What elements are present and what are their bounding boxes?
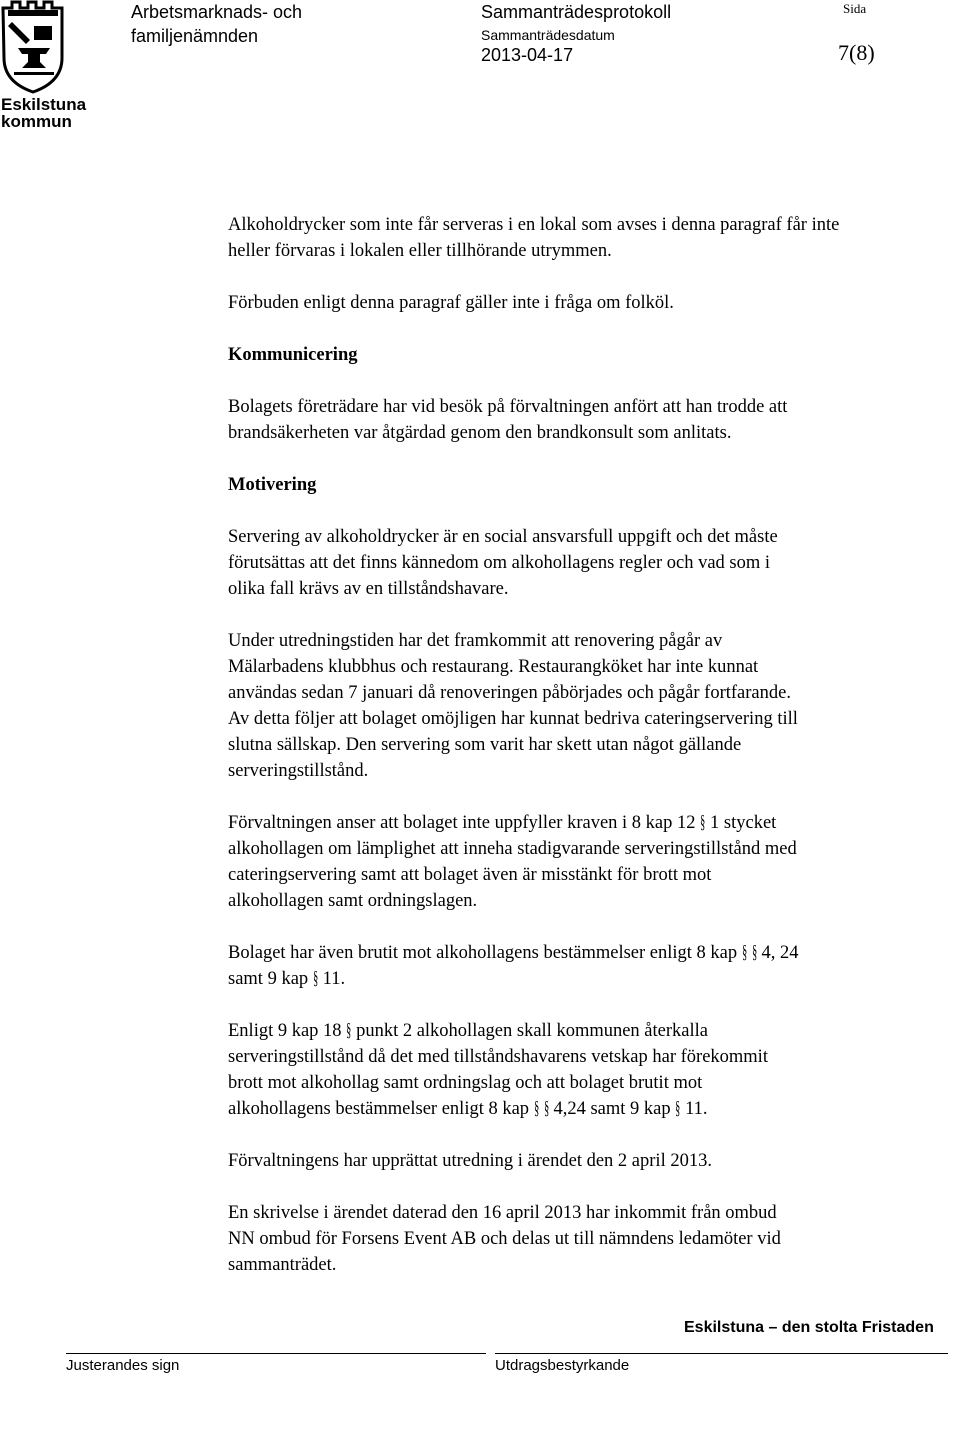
document-body: [228, 212, 958, 1278]
date-label: Sammanträdesdatum: [481, 27, 615, 43]
body-line: heller förvaras i lokalen eller tillhörande utrymmen.: [228, 241, 612, 261]
logo-text-line1: Eskilstuna: [1, 95, 87, 114]
section-sign: §: [700, 813, 706, 833]
body-line: Under utredningstiden har det framkommit att renovering pågår av: [228, 631, 723, 651]
section-heading-kommunicering: Kommunicering: [228, 345, 358, 365]
justerandes-sign-label: Justerandes sign: [66, 1357, 180, 1374]
section-sign: §: [533, 1099, 539, 1119]
footer-slogan: Eskilstuna – den stolta Fristaden: [684, 1319, 934, 1336]
signature-line-2: [495, 1353, 948, 1354]
body-line: Servering av alkoholdrycker är en social ansvarsfull uppgift och det måste: [228, 527, 778, 547]
section-sign: §: [675, 1099, 681, 1119]
body-line: brandsäkerheten var åtgärdad genom den brandkonsult som anlitats.: [228, 423, 732, 443]
body-line: alkohollagen om lämplighet att inneha stadigvarande serveringstillstånd med: [228, 839, 797, 859]
body-line: brott mot alkohollag samt ordningslag och att bolaget brutit mot: [228, 1073, 703, 1093]
body-line: Bolagets företrädare har vid besök på förvaltningen anfört att han trodde att: [228, 397, 788, 417]
section-sign: §: [346, 1021, 352, 1041]
section-sign: §: [741, 943, 747, 963]
body-line: Förvaltningens har upprättat utredning i ärendet den 2 april 2013.: [228, 1151, 712, 1171]
protocol-title: Sammanträdesprotokoll: [481, 2, 672, 22]
body-line: samt 9 kap § 11.: [228, 966, 958, 992]
logo-text-line2: kommun: [1, 112, 72, 131]
body-line: Bolaget har även brutit mot alkohollagens bestämmelser enligt 8 kap § § 4, 24: [228, 940, 958, 966]
section-sign: §: [543, 1099, 549, 1119]
body-line: Mälarbadens klubbhus och restaurang. Restaurangköket har inte kunnat: [228, 657, 759, 677]
body-line: alkohollagens bestämmelser enligt 8 kap § § 4,24 samt 9 kap § 11.: [228, 1096, 958, 1122]
section-sign: §: [312, 969, 318, 989]
signature-line-1: [66, 1353, 486, 1354]
body-line: Förvaltningen anser att bolaget inte uppfyller kraven i 8 kap 12 § 1 stycket: [228, 810, 958, 836]
body-line: användas sedan 7 januari då renoveringen påbörjades och pågår fortfarande.: [228, 683, 791, 703]
section-heading-motivering: Motivering: [228, 475, 317, 495]
utdragsbestyrkande-label: Utdragsbestyrkande: [495, 1357, 630, 1374]
body-line: olika fall krävs av en tillståndshavare.: [228, 579, 509, 599]
body-line: Av detta följer att bolaget omöjligen har kunnat bedriva cateringservering till: [228, 709, 798, 729]
page-label: Sida: [843, 1, 867, 16]
page-number: 7(8): [838, 40, 875, 65]
organization-name: [131, 0, 302, 48]
body-line: cateringservering samt att bolaget även är misstänkt för brott mot: [228, 865, 712, 885]
coat-of-arms-icon: [3, 2, 62, 92]
body-line: serveringstillstånd.: [228, 761, 369, 781]
section-sign: §: [751, 943, 757, 963]
meeting-date: 2013-04-17: [481, 45, 574, 65]
org-line-1: Arbetsmarknads- och: [131, 2, 303, 22]
body-line: Förbuden enligt denna paragraf gäller inte i fråga om folköl.: [228, 293, 674, 313]
body-line: serveringstillstånd då det med tillståndshavarens vetskap har förekommit: [228, 1047, 768, 1067]
org-line-2: familjenämnden: [131, 26, 259, 46]
municipality-logo: [0, 0, 87, 131]
body-line: NN ombud för Forsens Event AB och delas ut till nämndens ledamöter vid: [228, 1229, 781, 1249]
body-line: slutna sällskap. Den servering som varit har skett utan något gällande: [228, 735, 742, 755]
body-line: förutsättas att det finns kännedom om alkohollagens regler och vad som i: [228, 553, 771, 573]
body-line: En skrivelse i ärendet daterad den 16 april 2013 har inkommit från ombud: [228, 1203, 777, 1223]
body-line: Enligt 9 kap 18 § punkt 2 alkohollagen skall kommunen återkalla: [228, 1018, 958, 1044]
body-line: Alkoholdrycker som inte får serveras i en lokal som avses i denna paragraf får inte: [228, 215, 840, 235]
body-line: sammanträdet.: [228, 1255, 337, 1275]
body-line: alkohollagen samt ordningslagen.: [228, 891, 478, 911]
